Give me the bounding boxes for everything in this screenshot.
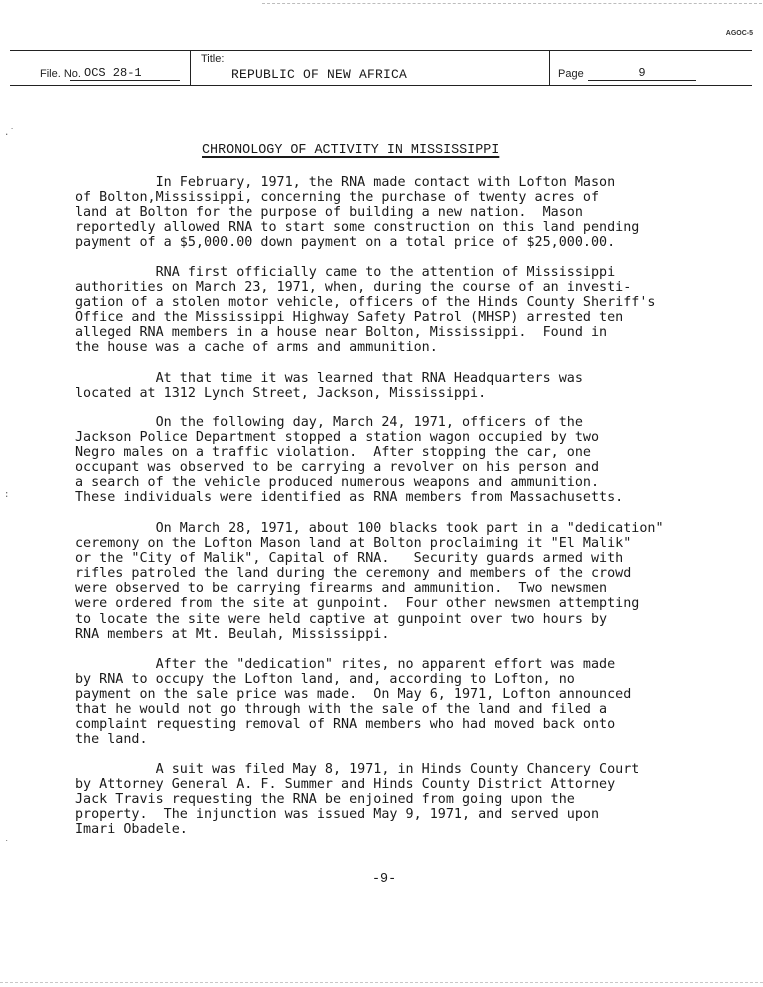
paragraph-headquarters: At that time it was learned that RNA Headquarters was located at 1312 Lynch Street, Jackson, Mississippi. xyxy=(75,371,583,402)
form-code: AGOC-5 xyxy=(725,30,753,37)
title-label: Title: xyxy=(201,53,225,65)
paragraph-purchase: In February, 1971, the RNA made contact with Lofton Mason of Bolton,Mississippi, concerning the purchase of twenty acres of land at Bolton for the purpose of building a new nation. Mason reportedly allowed RNA to start some construction on this land pending payment of a $5,000.00 down payment on a total price of $25,000.00. xyxy=(75,175,640,251)
page-number-value: 9 xyxy=(588,67,696,81)
page-label: Page xyxy=(558,68,584,80)
file-number-cell xyxy=(10,51,188,85)
paragraph-march-24: On the following day, March 24, 1971, officers of the Jackson Police Department stopped a station wagon occupied by two Negro males on a traffic violation. After stopping the car, one occupant was observed to be carrying a revolver on his person and a search of the vehicle produced numerous weapons and ammunition. These individuals were identified as RNA members from Massachusetts. xyxy=(75,415,624,506)
margin-speck: .˙ xyxy=(4,128,15,138)
paragraph-suit: A suit was filed May 8, 1971, in Hinds County Chancery Court by Attorney General A. F. Summer and Hinds County District Attorney Jack Travis requesting the RNA be enjoined from going upon the property. The injunction was issued May 9, 1971, and served upon Imari Obadele. xyxy=(75,762,640,838)
scan-edge-dots xyxy=(262,3,762,4)
page-cell xyxy=(550,51,752,85)
paragraph-first-attention: RNA first officially came to the attention of Mississippi authorities on March 23, 1971, when, during the course of an investi- gation of a stolen motor vehicle, officers of the Hinds County Sheriff's Office and the Mississippi Highway Safety Patrol (MHSP) arrested ten alleged RNA members in a house near Bolton, Mississippi. Found in the house was a cache of arms and ammunition. xyxy=(75,265,656,356)
margin-speck: ˙ xyxy=(4,840,10,850)
scan-edge-dots xyxy=(0,982,763,983)
margin-speck: : xyxy=(4,490,10,500)
paragraph-dedication: On March 28, 1971, about 100 blacks took part in a "dedication" ceremony on the Lofton Mason land at Bolton proclaiming it "El Malik" or the "City of Malik", Capital of RNA. Security guards armed with rifles patroled the land during the ceremony and members of the crowd were observed to be carrying firearms and ammunition. Two newsmen were ordered from the site at gunpoint. Four other newsmen attempting to locate the site were held captive at gunpoint over two hours by RNA members at Mt. Beulah, Mississippi. xyxy=(75,521,664,642)
document-heading: CHRONOLOGY OF ACTIVITY IN MISSISSIPPI xyxy=(202,143,500,158)
document-header xyxy=(10,50,752,86)
title-value: REPUBLIC OF NEW AFRICA xyxy=(231,67,408,82)
file-number-value: OCS 28-1 xyxy=(70,67,180,81)
file-number-label: File. No. xyxy=(40,68,81,80)
page-footer-number: -9- xyxy=(372,872,397,887)
title-cell xyxy=(190,51,550,85)
paragraph-after-dedication: After the "dedication" rites, no apparent effort was made by RNA to occupy the Lofton land, and, according to Lofton, no payment on the sale price was made. On May 6, 1971, Lofton announced that he would not go through with the sale of the land and filed a complaint requesting removal of RNA members who had moved back onto the land. xyxy=(75,657,632,748)
